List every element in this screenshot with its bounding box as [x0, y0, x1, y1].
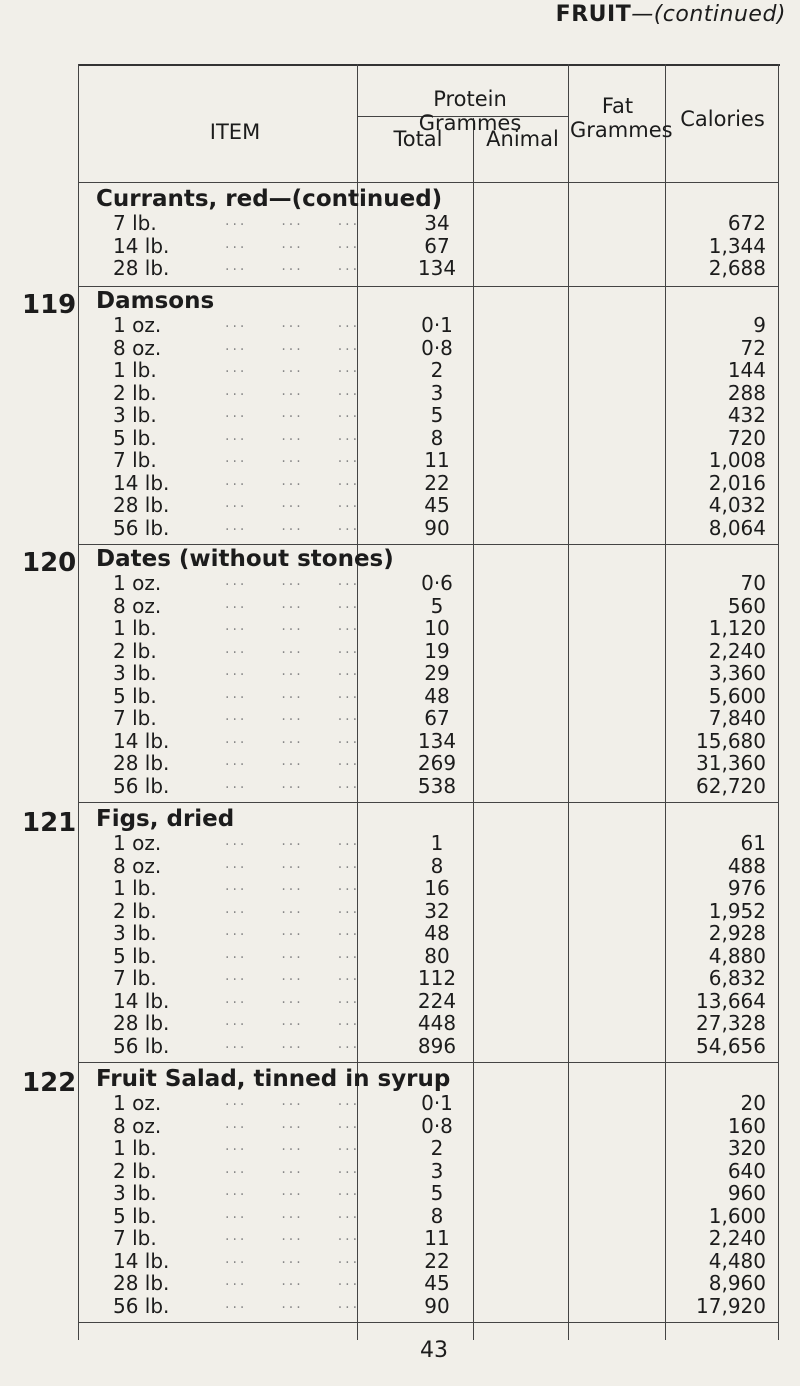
table-row [0, 1205, 800, 1228]
table-row [0, 595, 800, 618]
calories: 31,360 [696, 751, 766, 775]
quantity: 3 lb. [113, 403, 157, 427]
calories: 4,480 [708, 1248, 766, 1273]
protein-total: 1 [430, 831, 444, 855]
quantity: 5 lb. [113, 943, 157, 968]
protein-total: 10 [424, 616, 450, 640]
calories: 288 [727, 380, 766, 405]
calories: 960 [727, 1181, 766, 1205]
protein-total: 134 [417, 728, 457, 753]
calories: 1,344 [708, 233, 766, 258]
leader-dots: ... ... ... [225, 855, 361, 872]
table-row [0, 404, 800, 427]
protein-total: 11 [424, 1226, 450, 1250]
page-number: 43 [420, 1338, 448, 1363]
table-row [0, 832, 800, 855]
leader-dots: ... ... ... [225, 258, 361, 274]
table-row [0, 235, 800, 258]
calories: 2,240 [708, 1226, 766, 1250]
table-row [0, 1012, 800, 1035]
calories: 976 [727, 876, 766, 900]
section-title [96, 806, 234, 832]
table-bottom-rule [78, 1322, 778, 1323]
quantity: 7 lb. [113, 706, 157, 730]
quantity: 28 lb. [113, 256, 170, 280]
leader-dots: ... ... ... [225, 517, 361, 534]
header-bottom-rule [78, 182, 778, 183]
calories: 1,600 [708, 1203, 766, 1228]
column-header-protein: Protein Grammes [418, 87, 522, 135]
protein-total: 134 [417, 256, 457, 280]
protein-total: 3 [430, 380, 444, 405]
table-row [0, 257, 800, 280]
quantity: 7 lb. [113, 966, 157, 990]
table-row [0, 662, 800, 685]
calories: 20 [740, 1091, 766, 1115]
calories: 2,928 [708, 921, 766, 945]
leader-dots: ... ... ... [225, 708, 361, 724]
section-title-text: Dates (without stones) [96, 546, 394, 572]
calories: 17,920 [696, 1293, 766, 1318]
quantity: 8 oz. [113, 853, 162, 878]
leader-dots: ... ... ... [225, 1205, 361, 1222]
quantity: 1 lb. [113, 358, 157, 382]
section-title-text: Fruit Salad, tinned in syrup [96, 1066, 451, 1092]
table-row [0, 922, 800, 945]
table-row [0, 212, 800, 235]
quantity: 28 lb. [113, 493, 170, 517]
section-title-text: Damsons [96, 288, 215, 314]
quantity: 28 lb. [113, 751, 170, 775]
protein-total: 5 [430, 1181, 444, 1205]
leader-dots: ... ... ... [225, 1035, 361, 1052]
leader-dots: ... ... ... [225, 618, 361, 634]
protein-total: 2 [430, 1136, 444, 1160]
calories: 432 [727, 403, 766, 427]
table-row [0, 1092, 800, 1115]
calories: 320 [727, 1136, 766, 1160]
quantity: 1 lb. [113, 876, 157, 900]
quantity: 2 lb. [113, 898, 157, 923]
quantity: 28 lb. [113, 1011, 170, 1035]
leader-dots: ... ... ... [225, 495, 361, 511]
leader-dots: ... ... ... [225, 1250, 361, 1267]
section-title-text: Figs, dried [96, 806, 235, 832]
table-row [0, 427, 800, 450]
quantity: 1 oz. [113, 831, 162, 855]
calories: 1,008 [708, 448, 766, 472]
quantity: 14 lb. [113, 470, 170, 495]
calories: 72 [740, 335, 766, 360]
calories: 2,240 [708, 638, 766, 663]
leader-dots: ... ... ... [225, 990, 361, 1007]
table-row [0, 1250, 800, 1273]
protein-total: 0·1 [421, 1091, 453, 1115]
protein-total: 11 [424, 448, 450, 472]
quantity: 5 lb. [113, 1203, 157, 1228]
table-row [0, 359, 800, 382]
table-row [0, 1035, 800, 1058]
leader-dots: ... ... ... [225, 1273, 361, 1289]
table-row [0, 1137, 800, 1160]
quantity: 1 oz. [113, 571, 162, 595]
table-row [0, 1272, 800, 1295]
quantity: 7 lb. [113, 211, 157, 235]
leader-dots: ... ... ... [225, 663, 361, 679]
section-title [96, 1066, 450, 1092]
table-row [0, 685, 800, 708]
leader-dots: ... ... ... [225, 595, 361, 612]
leader-dots: ... ... ... [225, 775, 361, 792]
column-header-animal: Animal [486, 127, 559, 151]
quantity: 14 lb. [113, 988, 170, 1013]
section-rule [78, 1062, 778, 1063]
table-row [0, 990, 800, 1013]
calories: 672 [727, 211, 766, 235]
running-head-continued: —(continued) [631, 2, 786, 27]
leader-dots: ... ... ... [225, 968, 361, 984]
leader-dots: ... ... ... [225, 730, 361, 747]
quantity: 3 lb. [113, 661, 157, 685]
protein-total: 34 [424, 211, 450, 235]
protein-total: 48 [424, 683, 450, 708]
leader-dots: ... ... ... [225, 1093, 361, 1109]
calories: 640 [727, 1158, 766, 1183]
calories: 70 [740, 571, 766, 595]
calories: 15,680 [696, 728, 766, 753]
leader-dots: ... ... ... [225, 472, 361, 489]
table-row [0, 494, 800, 517]
section-rule [78, 544, 778, 545]
calories: 13,664 [696, 988, 766, 1013]
protein-total: 0·8 [421, 1113, 453, 1138]
protein-total: 3 [430, 1158, 444, 1183]
section-number: 119 [22, 290, 77, 320]
protein-total: 67 [424, 233, 450, 258]
table-row [0, 1295, 800, 1318]
quantity: 56 lb. [113, 1293, 170, 1318]
protein-total: 0·8 [421, 335, 453, 360]
protein-total: 16 [424, 876, 450, 900]
table-row [0, 775, 800, 798]
calories: 62,720 [696, 773, 766, 798]
table-row [0, 730, 800, 753]
protein-total: 0·6 [421, 571, 453, 595]
quantity: 1 lb. [113, 1136, 157, 1160]
running-head-title: FRUIT [555, 2, 632, 27]
protein-total: 22 [424, 470, 450, 495]
leader-dots: ... ... ... [225, 405, 361, 421]
quantity: 56 lb. [113, 515, 170, 540]
leader-dots: ... ... ... [225, 360, 361, 376]
table-row [0, 472, 800, 495]
table-row [0, 967, 800, 990]
table-row [0, 1115, 800, 1138]
quantity: 14 lb. [113, 728, 170, 753]
leader-dots: ... ... ... [225, 923, 361, 939]
protein-total: 22 [424, 1248, 450, 1273]
calories: 61 [740, 831, 766, 855]
table-row [0, 337, 800, 360]
quantity: 56 lb. [113, 1033, 170, 1058]
calories: 2,688 [708, 256, 766, 280]
leader-dots: ... ... ... [225, 640, 361, 657]
protein-total: 90 [424, 1293, 450, 1318]
calories: 6,832 [708, 966, 766, 990]
calories: 1,952 [708, 898, 766, 923]
protein-total: 67 [424, 706, 450, 730]
calories: 560 [727, 593, 766, 618]
leader-dots: ... ... ... [225, 573, 361, 589]
table-row [0, 617, 800, 640]
table-row [0, 640, 800, 663]
quantity: 3 lb. [113, 921, 157, 945]
quantity: 8 oz. [113, 335, 162, 360]
leader-dots: ... ... ... [225, 1115, 361, 1132]
calories: 160 [727, 1113, 766, 1138]
leader-dots: ... ... ... [225, 945, 361, 962]
section-continued: —(continued) [268, 186, 443, 212]
leader-dots: ... ... ... [225, 382, 361, 399]
leader-dots: ... ... ... [225, 878, 361, 894]
table-row [0, 382, 800, 405]
calories: 27,328 [696, 1011, 766, 1035]
protein-total: 90 [424, 515, 450, 540]
table-row [0, 1182, 800, 1205]
quantity: 28 lb. [113, 1271, 170, 1295]
calories: 3,360 [708, 661, 766, 685]
table-row [0, 707, 800, 730]
leader-dots: ... ... ... [225, 235, 361, 252]
calories: 7,840 [708, 706, 766, 730]
section-rule [78, 802, 778, 803]
quantity: 2 lb. [113, 380, 157, 405]
protein-total: 80 [424, 943, 450, 968]
table-row [0, 1227, 800, 1250]
leader-dots: ... ... ... [225, 1160, 361, 1177]
section-number: 122 [22, 1068, 77, 1098]
protein-total: 5 [430, 593, 444, 618]
protein-total: 19 [424, 638, 450, 663]
table-row [0, 314, 800, 337]
leader-dots: ... ... ... [225, 450, 361, 466]
protein-total: 8 [430, 1203, 444, 1228]
calories: 720 [727, 425, 766, 450]
protein-total: 5 [430, 403, 444, 427]
column-header-fat: Fat Grammes [570, 94, 673, 142]
quantity: 8 oz. [113, 593, 162, 618]
leader-dots: ... ... ... [225, 753, 361, 769]
table-row [0, 877, 800, 900]
table-row [0, 449, 800, 472]
quantity: 3 lb. [113, 1181, 157, 1205]
protein-total: 448 [417, 1011, 457, 1035]
section-number: 121 [22, 808, 77, 838]
table-row [0, 855, 800, 878]
running-head [556, 2, 786, 27]
protein-total: 0·1 [421, 313, 453, 337]
protein-total: 29 [424, 661, 450, 685]
protein-total: 896 [417, 1033, 457, 1058]
quantity: 5 lb. [113, 683, 157, 708]
protein-total: 48 [424, 921, 450, 945]
leader-dots: ... ... ... [225, 337, 361, 354]
leader-dots: ... ... ... [225, 315, 361, 331]
protein-total: 2 [430, 358, 444, 382]
leader-dots: ... ... ... [225, 900, 361, 917]
quantity: 14 lb. [113, 233, 170, 258]
calories: 4,032 [708, 493, 766, 517]
table-row [0, 572, 800, 595]
calories: 488 [727, 853, 766, 878]
protein-total: 224 [417, 988, 457, 1013]
leader-dots: ... ... ... [225, 1013, 361, 1029]
quantity: 7 lb. [113, 448, 157, 472]
column-header-calories: Calories [680, 107, 765, 131]
protein-total: 112 [417, 966, 457, 990]
leader-dots: ... ... ... [225, 685, 361, 702]
protein-total: 45 [424, 493, 450, 517]
leader-dots: ... ... ... [225, 213, 361, 229]
section-title [96, 546, 394, 572]
quantity: 1 oz. [113, 313, 162, 337]
column-header-item: ITEM [209, 120, 261, 144]
protein-total: 45 [424, 1271, 450, 1295]
table-row [0, 945, 800, 968]
protein-total: 269 [417, 751, 457, 775]
protein-total: 538 [417, 773, 457, 798]
quantity: 2 lb. [113, 1158, 157, 1183]
calories: 5,600 [708, 683, 766, 708]
table-row [0, 1160, 800, 1183]
calories: 2,016 [708, 470, 766, 495]
leader-dots: ... ... ... [225, 427, 361, 444]
calories: 9 [753, 313, 766, 337]
quantity: 2 lb. [113, 638, 157, 663]
section-title [96, 186, 442, 212]
protein-total: 32 [424, 898, 450, 923]
quantity: 8 oz. [113, 1113, 162, 1138]
section-rule [78, 286, 778, 287]
quantity: 5 lb. [113, 425, 157, 450]
leader-dots: ... ... ... [225, 833, 361, 849]
protein-total: 8 [430, 425, 444, 450]
column-header-total: Total [393, 127, 443, 151]
leader-dots: ... ... ... [225, 1138, 361, 1154]
table-row [0, 517, 800, 540]
calories: 1,120 [708, 616, 766, 640]
leader-dots: ... ... ... [225, 1183, 361, 1199]
calories: 144 [727, 358, 766, 382]
leader-dots: ... ... ... [225, 1295, 361, 1312]
top-rule [78, 64, 780, 66]
leader-dots: ... ... ... [225, 1228, 361, 1244]
table-row [0, 900, 800, 923]
calories: 4,880 [708, 943, 766, 968]
quantity: 1 lb. [113, 616, 157, 640]
table-row [0, 752, 800, 775]
calories: 8,960 [708, 1271, 766, 1295]
section-title-text: Currants, red [96, 186, 269, 212]
quantity: 56 lb. [113, 773, 170, 798]
calories: 8,064 [708, 515, 766, 540]
section-number: 120 [22, 548, 77, 578]
quantity: 7 lb. [113, 1226, 157, 1250]
quantity: 14 lb. [113, 1248, 170, 1273]
calories: 54,656 [696, 1033, 766, 1058]
protein-total: 8 [430, 853, 444, 878]
section-title [96, 288, 214, 314]
quantity: 1 oz. [113, 1091, 162, 1115]
